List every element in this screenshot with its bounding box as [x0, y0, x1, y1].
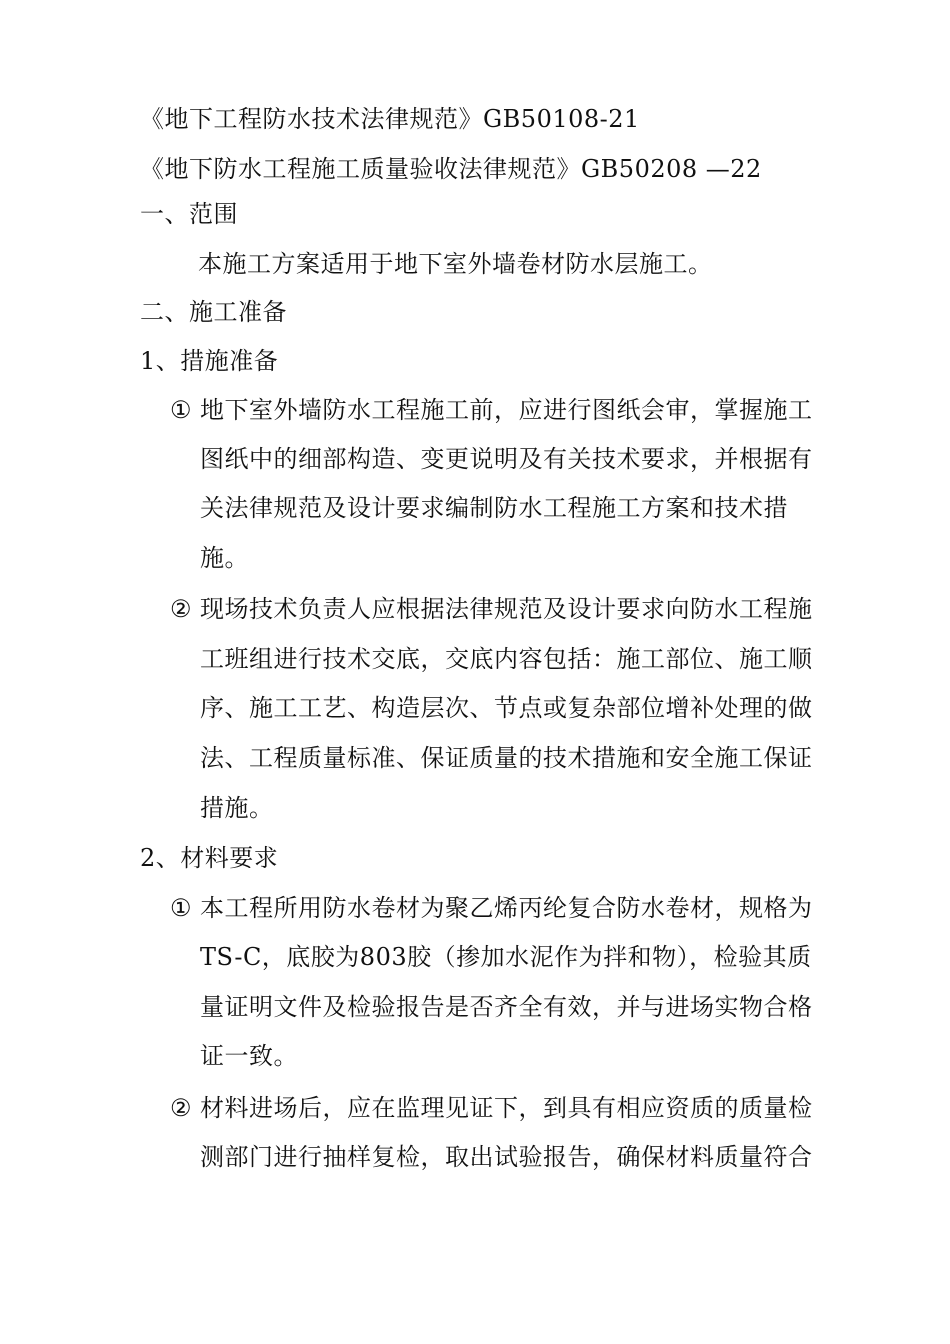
item-number: ① [170, 396, 192, 424]
item-line: 图纸中的细部构造、变更说明及有关技术要求，并根据有 [200, 445, 813, 473]
item-line: 量证明文件及检验报告是否齐全有效，并与进场实物合格 [200, 993, 813, 1021]
item-line: 施。 [200, 544, 249, 572]
item-line: TS-C，底胶为803胶（掺加水泥作为拌和物），检验其质 [200, 943, 812, 971]
item-line: 测部门进行抽样复检，取出试验报告，确保材料质量符合 [200, 1143, 813, 1171]
reference-standard-2: 《地下防水工程施工质量验收法律规范》GB50208 —22 [140, 155, 762, 183]
section-heading-preparation: 二、施工准备 [140, 298, 287, 326]
item-line: 地下室外墙防水工程施工前，应进行图纸会审，掌握施工 [200, 396, 813, 424]
item-number: ① [170, 894, 192, 922]
item-line: 现场技术负责人应根据法律规范及设计要求向防水工程施 [200, 595, 813, 623]
subsection-heading-measures: 1、措施准备 [140, 347, 279, 375]
subsection-heading-materials: 2、材料要求 [140, 844, 279, 872]
item-line: 序、施工工艺、构造层次、节点或复杂部位增补处理的做 [200, 694, 813, 722]
reference-standard-1: 《地下工程防水技术法律规范》GB50108-21 [140, 105, 640, 133]
item-line: 措施。 [200, 794, 274, 822]
item-line: 关法律规范及设计要求编制防水工程施工方案和技术措 [200, 494, 788, 522]
item-line: 材料进场后，应在监理见证下，到具有相应资质的质量检 [200, 1094, 813, 1122]
scope-paragraph: 本施工方案适用于地下室外墙卷材防水层施工。 [198, 250, 713, 278]
section-heading-scope: 一、范围 [140, 200, 238, 228]
item-line: 证一致。 [200, 1042, 298, 1070]
item-number: ② [170, 595, 192, 623]
item-line: 法、工程质量标准、保证质量的技术措施和安全施工保证 [200, 744, 813, 772]
item-line: 工班组进行技术交底，交底内容包括：施工部位、施工顺 [200, 645, 813, 673]
item-number: ② [170, 1094, 192, 1122]
item-line: 本工程所用防水卷材为聚乙烯丙纶复合防水卷材，规格为 [200, 894, 813, 922]
